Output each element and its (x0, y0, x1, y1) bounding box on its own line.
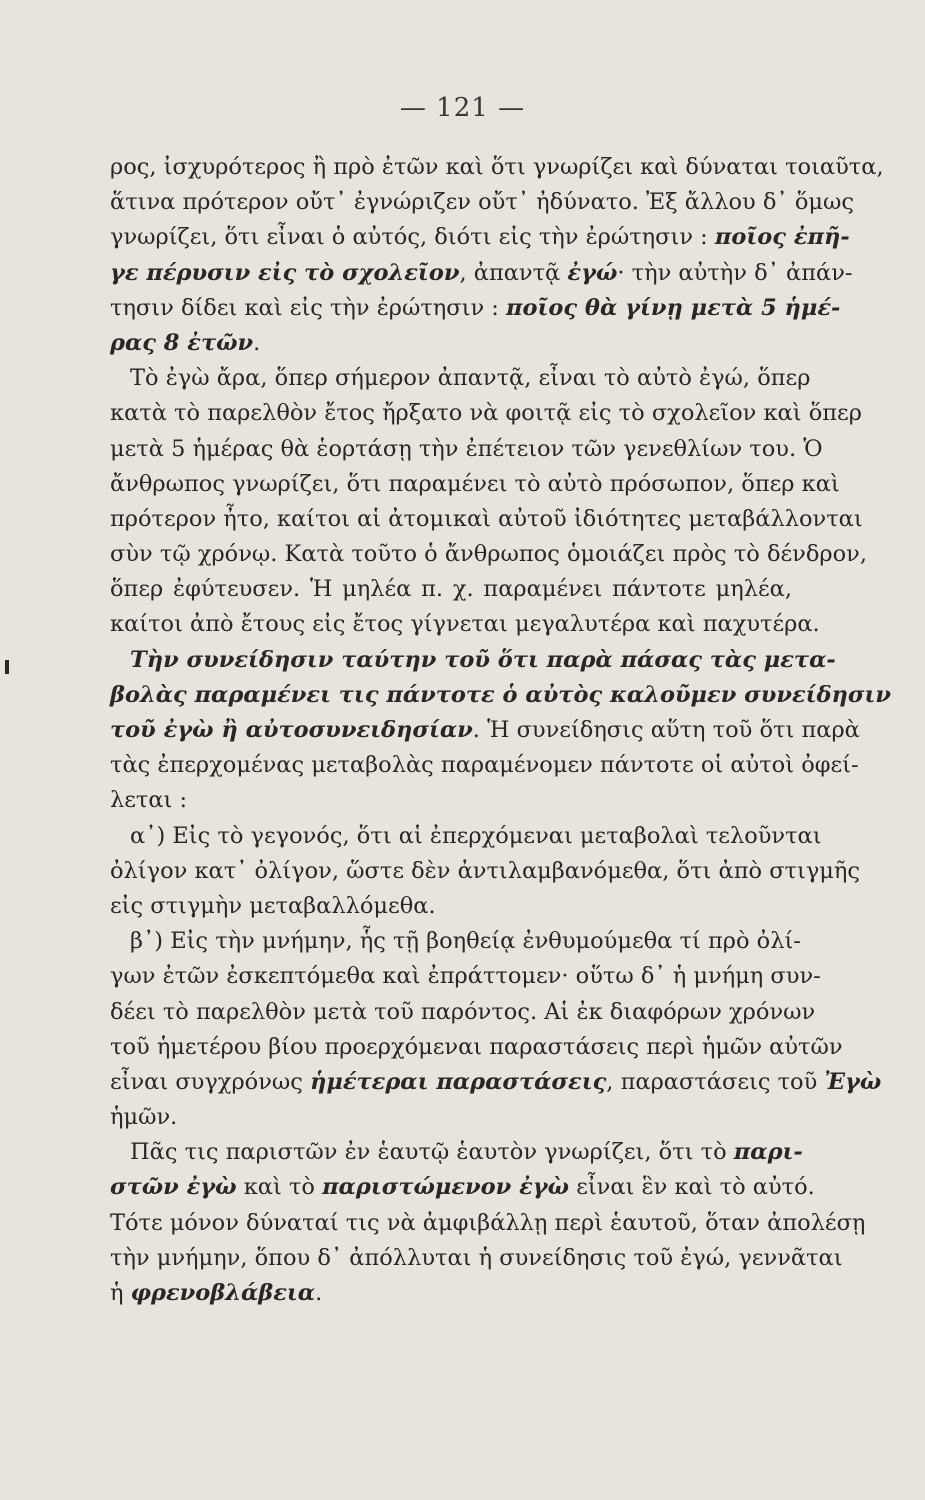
text-line: γε πέρυσιν εἰς τὸ σχολεῖον, ἀπαντᾷ ἐγώ· τὴν αὐτὴν δ᾽ ἀπάν- (110, 259, 853, 286)
body-text (110, 150, 891, 1311)
text-line: ἄνθρωπος γνωρίζει, ὅτι παραμένει τὸ αὐτὸ πρόσωπον, ὅπερ καὶ (110, 470, 840, 497)
text-line: εἰς στιγμὴν μεταβαλλόμεθα. (110, 892, 436, 919)
text-line: Τότε μόνον δύναταί τις νὰ ἀμφιβάλλῃ περὶ ἑαυτοῦ, ὅταν ἀπολέσῃ (110, 1209, 866, 1236)
text-line: Πᾶς τις παριστῶν ἐν ἑαυτῷ ἑαυτὸν γνωρίζει, ὅτι τὸ παρι- (130, 1139, 803, 1166)
text-line: εἶναι συγχρόνως ἡμέτεραι παραστάσεις, παραστάσεις τοῦ Ἐγὼ (110, 1068, 882, 1095)
text-line: λεται : (110, 787, 188, 814)
text-line: δέει τὸ παρελθὸν μετὰ τοῦ παρόντος. Αἱ ἐκ διαφόρων χρόνων (110, 998, 816, 1025)
text-line: τησιν δίδει καὶ εἰς τὴν ἐρώτησιν : ποῖος θὰ γίνῃ μετὰ 5 ἡμέ- (110, 294, 841, 321)
text-line: τὰς ἐπερχομένας μεταβολὰς παραμένομεν πάντοτε οἱ αὐτοὶ ὀφεί- (110, 752, 859, 779)
text-line: σὺν τῷ χρόνῳ. Κατὰ τοῦτο ὁ ἄνθρωπος ὁμοιάζει πρὸς τὸ δένδρον, (110, 541, 867, 568)
text-line: Τὴν συνείδησιν ταύτην τοῦ ὅτι παρὰ πάσας τὰς μετα- (130, 646, 836, 673)
text-line: β᾽) Εἰς τὴν μνήμην, ἧς τῇ βοηθείᾳ ἐνθυμούμεθα τί πρὸ ὀλί- (130, 928, 801, 955)
text-line: ὅπερ ἐφύτευσεν. Ἡ μηλέα π. χ. παραμένει πάντοτε μηλέα, (110, 576, 792, 603)
text-line: κατὰ τὸ παρελθὸν ἔτος ἤρξατο νὰ φοιτᾷ εἰς τὸ σχολεῖον καὶ ὅπερ (110, 400, 862, 427)
text-line: βολὰς παραμένει τις πάντοτε ὁ αὐτὸς καλοῦμεν συνείδησιν (110, 681, 891, 708)
text-line: καίτοι ἀπὸ ἔτους εἰς ἔτος γίγνεται μεγαλυτέρα καὶ παχυτέρα. (110, 611, 820, 638)
text-line: ρας 8 ἐτῶν. (110, 329, 261, 356)
text-line: ὀλίγον κατ᾽ ὀλίγον, ὥστε δὲν ἀντιλαμβανόμεθα, ὅτι ἀπὸ στιγμῆς (110, 857, 860, 884)
text-line: μετὰ 5 ἡμέρας θὰ ἑορτάσῃ τὴν ἐπέτειον τῶν γενεθλίων του. Ὁ (110, 435, 823, 462)
text-line: ρος, ἰσχυρότερος ἢ πρὸ ἐτῶν καὶ ὅτι γνωρίζει καὶ δύναται τοιαῦτα, (110, 154, 884, 180)
text-line: πρότερον ἦτο, καίτοι αἱ ἀτομικαὶ αὐτοῦ ἰδιότητες μεταβάλλονται (110, 505, 863, 532)
text-line: στῶν ἐγὼ καὶ τὸ παριστώμενον ἐγὼ εἶναι ἓν καὶ τὸ αὐτό. (110, 1174, 815, 1201)
text-line: γνωρίζει, ὅτι εἶναι ὁ αὐτός, διότι εἰς τὴν ἐρώτησιν : ποῖος ἐπῆ- (110, 224, 850, 251)
text-line: Τὸ ἐγὼ ἄρα, ὅπερ σήμερον ἀπαντᾷ, εἶναι τὸ αὐτὸ ἐγώ, ὅπερ (130, 365, 811, 392)
text-line: ἡ φρενοβλάβεια. (110, 1280, 323, 1306)
text-line: γων ἐτῶν ἐσκεπτόμεθα καὶ ἐπράττομεν· οὕτω δ᾽ ἡ μνήμη συν- (110, 963, 821, 990)
text-line: τοῦ ἡμετέρου βίου προερχόμεναι παραστάσεις περὶ ἡμῶν αὐτῶν (110, 1033, 843, 1060)
text-line: α᾽) Εἰς τὸ γεγονός, ὅτι αἱ ἐπερχόμεναι μεταβολαὶ τελοῦνται (130, 822, 822, 849)
text-line: ἡμῶν. (110, 1104, 178, 1131)
text-line: ἅτινα πρότερον οὔτ᾽ ἐγνώριζεν οὔτ᾽ ἠδύνατο. Ἐξ ἄλλου δ᾽ ὅμως (110, 189, 854, 216)
text-line: τὴν μνήμην, ὅπου δ᾽ ἀπόλλυται ἡ συνείδησις τοῦ ἐγώ, γεννᾶται (110, 1244, 843, 1271)
page-number: — 121 — (399, 93, 526, 123)
text-line: τοῦ ἐγὼ ἢ αὐτοσυνειδησίαν. Ἡ συνείδησις αὕτη τοῦ ὅτι παρὰ (110, 717, 860, 743)
margin-mark (5, 660, 9, 674)
